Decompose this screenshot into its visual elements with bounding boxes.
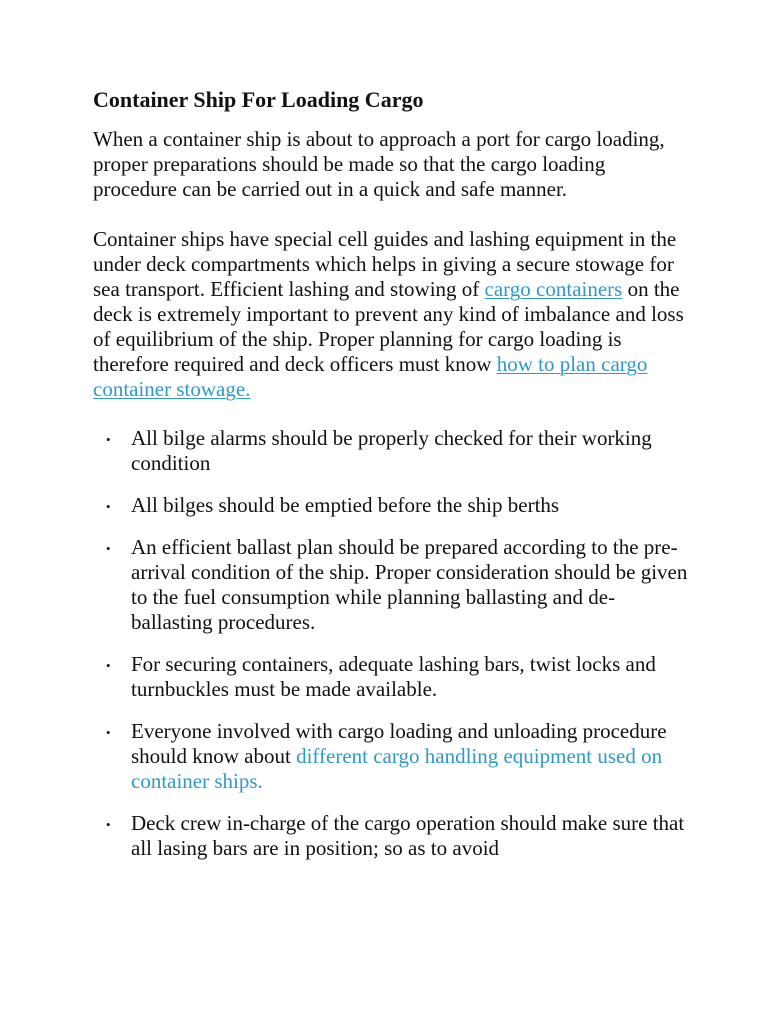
list-item-text: For securing containers, adequate lashing bars, twist locks and turnbuckles must be made available. — [131, 651, 656, 701]
list-item-text: All bilge alarms should be properly checked for their working condition — [131, 425, 652, 475]
bullet-icon: • — [106, 657, 111, 673]
preparation-list — [93, 426, 693, 861]
bullet-icon: • — [106, 724, 111, 740]
bullet-icon: • — [106, 816, 111, 832]
article-title: Container Ship For Loading Cargo — [93, 87, 424, 112]
list-item-handling-equipment — [93, 719, 693, 794]
stowage-text-2: on the deck is extremely important to prevent any kind of imbalance and loss of equilibrium of the ship. Proper planning for cargo loading is therefore required and deck officers must know — [93, 276, 684, 376]
bullet-icon: • — [106, 540, 111, 556]
list-item-text: Deck crew in-charge of the cargo operation should make sure that all lasing bars are in position; so as to avoid — [131, 810, 685, 860]
bullet-icon: • — [106, 431, 111, 447]
list-item-bilges-emptied — [93, 493, 693, 518]
list-item-text: Everyone involved with cargo loading and unloading procedure should know about — [131, 718, 667, 768]
stowage-text-1: Container ships have special cell guides and lashing equipment in the under deck compartments which helps in giving a secure stowage for sea transport. Efficient lashing and stowing of — [93, 226, 677, 301]
list-item-bilge-alarms — [93, 426, 693, 476]
cargo-containers-link[interactable]: cargo containers — [484, 276, 623, 301]
document-page — [93, 86, 693, 878]
list-item-ballast-plan — [93, 535, 693, 635]
list-item-lashing-bars — [93, 811, 693, 861]
list-item-text: All bilges should be emptied before the ship berths — [131, 492, 560, 517]
stowage-paragraph — [93, 227, 693, 402]
list-item-securing-containers — [93, 652, 693, 702]
cargo-handling-equipment-link[interactable]: different cargo handling equipment used on container ships. — [131, 743, 663, 793]
plan-stowage-link[interactable]: how to plan cargo container stowage. — [93, 351, 648, 401]
bullet-icon: • — [106, 498, 111, 514]
intro-paragraph: When a container ship is about to approach a port for cargo loading, proper preparations should be made so that the cargo loading procedure can be carried out in a quick and safe manner. — [93, 126, 665, 201]
list-item-text: An efficient ballast plan should be prepared according to the pre-arrival condition of the ship. Proper consideration should be given to the fuel consumption while planning ballasting and de-ballasting procedures. — [131, 534, 688, 634]
